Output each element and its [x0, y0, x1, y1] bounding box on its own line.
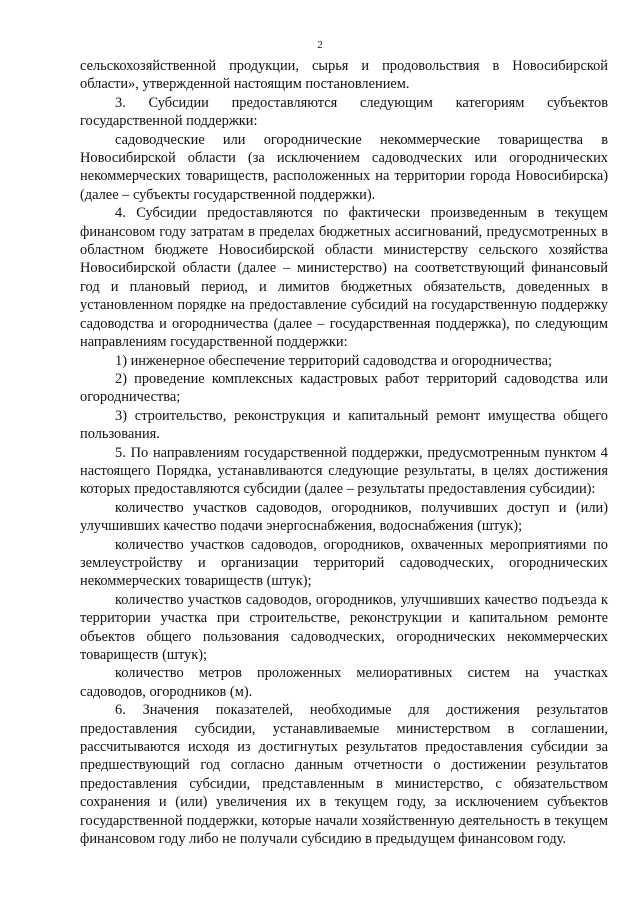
paragraph-recipients: садоводческие или огороднические некоммерческие товарищества в Новосибирской области (за исключением садоводческих или огороднических некоммерческих товариществ, расположенных на территории города Новосибирска) (далее – субъекты государственной поддержки).: [80, 131, 608, 203]
paragraph-clause-3: 3. Субсидии предоставляются следующим категориям субъектов государственной поддержки:: [80, 94, 608, 130]
list-item-direction-3: 3) строительство, реконструкция и капитальный ремонт имущества общего пользования.: [80, 407, 608, 443]
result-item-access-road: количество участков садоводов, огородников, улучшивших качество подъезда к территории участка при строительстве, реконструкции и капитальном ремонте объектов общего пользования садоводческих, огороднических некоммерческих товариществ (штук);: [80, 591, 608, 663]
result-item-land-survey: количество участков садоводов, огородников, охваченных мероприятиями по землеустройству и организации территорий садоводческих, огороднических некоммерческих товариществ (штук);: [80, 536, 608, 590]
list-item-direction-2: 2) проведение комплексных кадастровых работ территорий садоводства или огородничества;: [80, 370, 608, 406]
paragraph-clause-5: 5. По направлениям государственной поддержки, предусмотренным пунктом 4 настоящего Порядка, устанавливаются следующие результаты, в целях достижения которых предоставляются субсидии (далее – результаты предоставления субсидии):: [80, 444, 608, 498]
list-item-direction-1: 1) инженерное обеспечение территорий садоводства и огородничества;: [115, 352, 553, 369]
paragraph-continuation: сельскохозяйственной продукции, сырья и продовольствия в Новосибирской области», утвержденной настоящим постановлением.: [80, 58, 608, 93]
result-item-energy-water: количество участков садоводов, огородников, получивших доступ и (или) улучшивших качество подачи энергоснабжения, водоснабжения (штук);: [80, 499, 608, 535]
page-number: 2: [317, 39, 323, 51]
document-body: [80, 57, 608, 848]
paragraph-clause-4: 4. Субсидии предоставляются по фактически произведенным в текущем финансовом году затратам в пределах бюджетных ассигнований, предусмотренных в областном бюджете Новосибирской области министерству сельского хозяйства Новосибирской области (далее – министерство) на соответствующий финансовый год и плановый период, и лимитов бюджетных обязательств, доведенных в установленном порядке на предоставление субсидий на государственную поддержку садоводства и огородничества (далее – государственная поддержка), по следующим направлениям государственной поддержки:: [80, 205, 608, 351]
paragraph-clause-6: 6. Значения показателей, необходимые для достижения результатов предоставления субсидии, устанавливаемые министерством в соглашении, рассчитываются исходя из достигнутых результатов предоставления субсидии за предшествующий год согласно данным отчетности о достижении результатов предоставления субсидии, представленным в министерство, с обязательством сохранения и (или) увеличения их в текущем году, за исключением субъектов государственной поддержки, которые начали хозяйственную деятельность в текущем финансовом году либо не получали субсидию в предыдущем финансовом году.: [80, 702, 608, 848]
result-item-melioration: количество метров проложенных мелиоративных систем на участках садоводов, огородников (м).: [80, 665, 608, 700]
